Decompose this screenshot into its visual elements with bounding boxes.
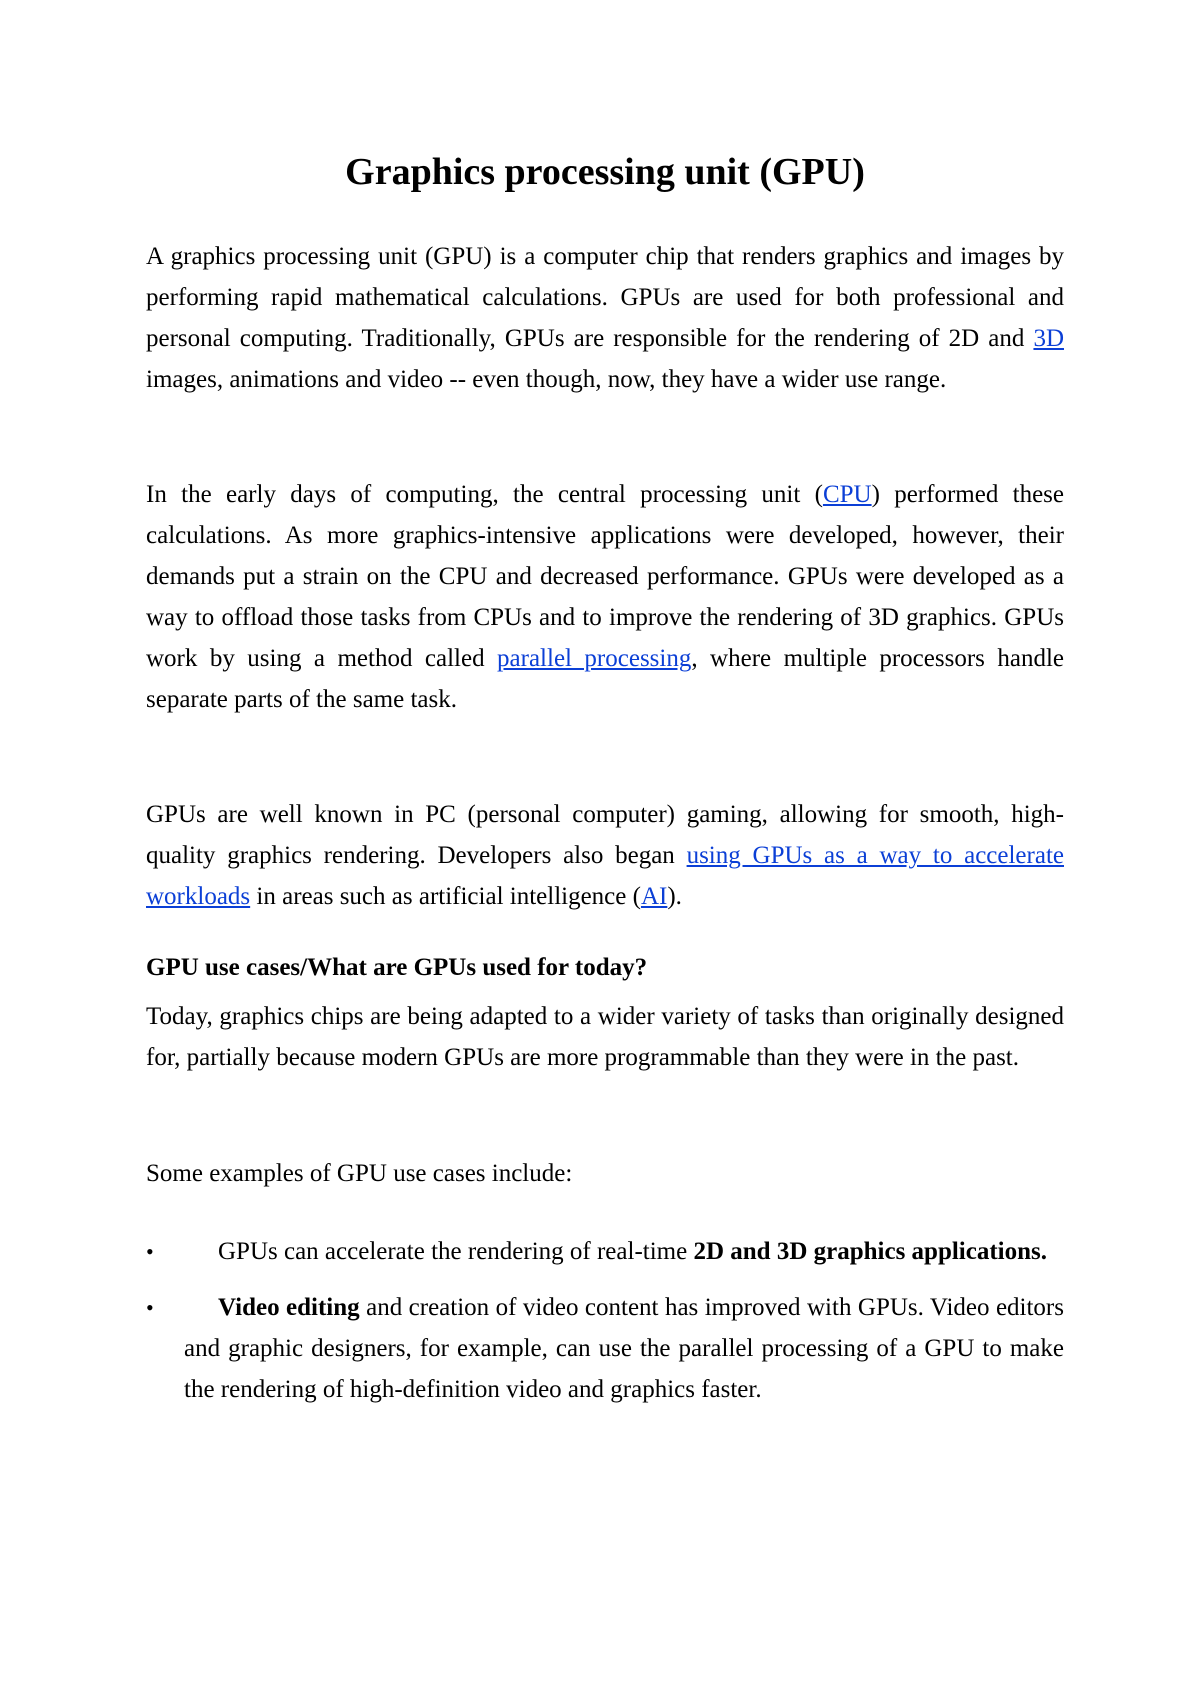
intro-text: A graphics processing unit (GPU) is a computer chip that renders graphics and images by performing rapid mathematical calculations. GPUs are used for both professional and personal computing. Traditionally, GPUs are responsible for the rendering of 2D and	[146, 243, 1064, 352]
examples-intro: Some examples of GPU use cases include:	[146, 1160, 573, 1187]
link-ai[interactable]: AI	[640, 883, 668, 910]
bullet-icon: •	[146, 1239, 154, 1264]
history-text-mid: ) performed these calculations. As more graphics-intensive applications were developed, however, their demands put a strain on the CPU and decreased performance. GPUs were developed as a way to offload those tasks from CPUs and to improve the rendering of 3D graphics. GPUs work by using a method called	[146, 481, 1064, 672]
link-cpu[interactable]: CPU	[822, 481, 872, 508]
document-title: Graphics processing unit (GPU)	[345, 151, 865, 193]
link-parallel-processing[interactable]: parallel processing	[497, 645, 692, 672]
bullet-text-end: and creation of video content has improved with GPUs. Video editors and graphic designers, for example, can use the parallel processing of a GPU to make the rendering of high-definition video and graphics faster.	[184, 1294, 1064, 1403]
gaming-text-mid: in areas such as artificial intelligence (	[250, 883, 641, 910]
gaming-paragraph	[146, 794, 1064, 917]
list-item	[146, 1287, 1064, 1410]
use-cases-heading: GPU use cases/What are GPUs used for today?	[146, 954, 648, 981]
intro-paragraph	[146, 236, 1064, 400]
bullet-text: GPUs can accelerate the rendering of real-time	[218, 1238, 694, 1265]
history-paragraph	[146, 474, 1064, 720]
today-paragraph: Today, graphics chips are being adapted to a wider variety of tasks than originally designed for, partially because modern GPUs are more programmable than they were in the past.	[146, 1003, 1064, 1071]
gaming-text-end: ).	[667, 883, 682, 910]
link-accelerate-workloads[interactable]: using GPUs as a way to accelerate workloads	[146, 842, 1064, 910]
history-text: In the early days of computing, the central processing unit (	[146, 481, 823, 508]
intro-text-end: images, animations and video -- even though, now, they have a wider use range.	[146, 366, 947, 393]
bullet-bold-text: Video editing	[218, 1294, 360, 1321]
list-item	[146, 1231, 1064, 1272]
bullet-bold-text: 2D and 3D graphics applications.	[693, 1238, 1047, 1265]
bullet-icon: •	[146, 1295, 154, 1320]
history-text-end: , where multiple processors handle separate parts of the same task.	[146, 645, 1064, 713]
link-3d[interactable]: 3D	[1033, 325, 1064, 352]
use-case-list	[146, 1231, 1064, 1410]
gaming-text: GPUs are well known in PC (personal computer) gaming, allowing for smooth, high-quality graphics rendering. Developers also began	[146, 801, 1064, 869]
